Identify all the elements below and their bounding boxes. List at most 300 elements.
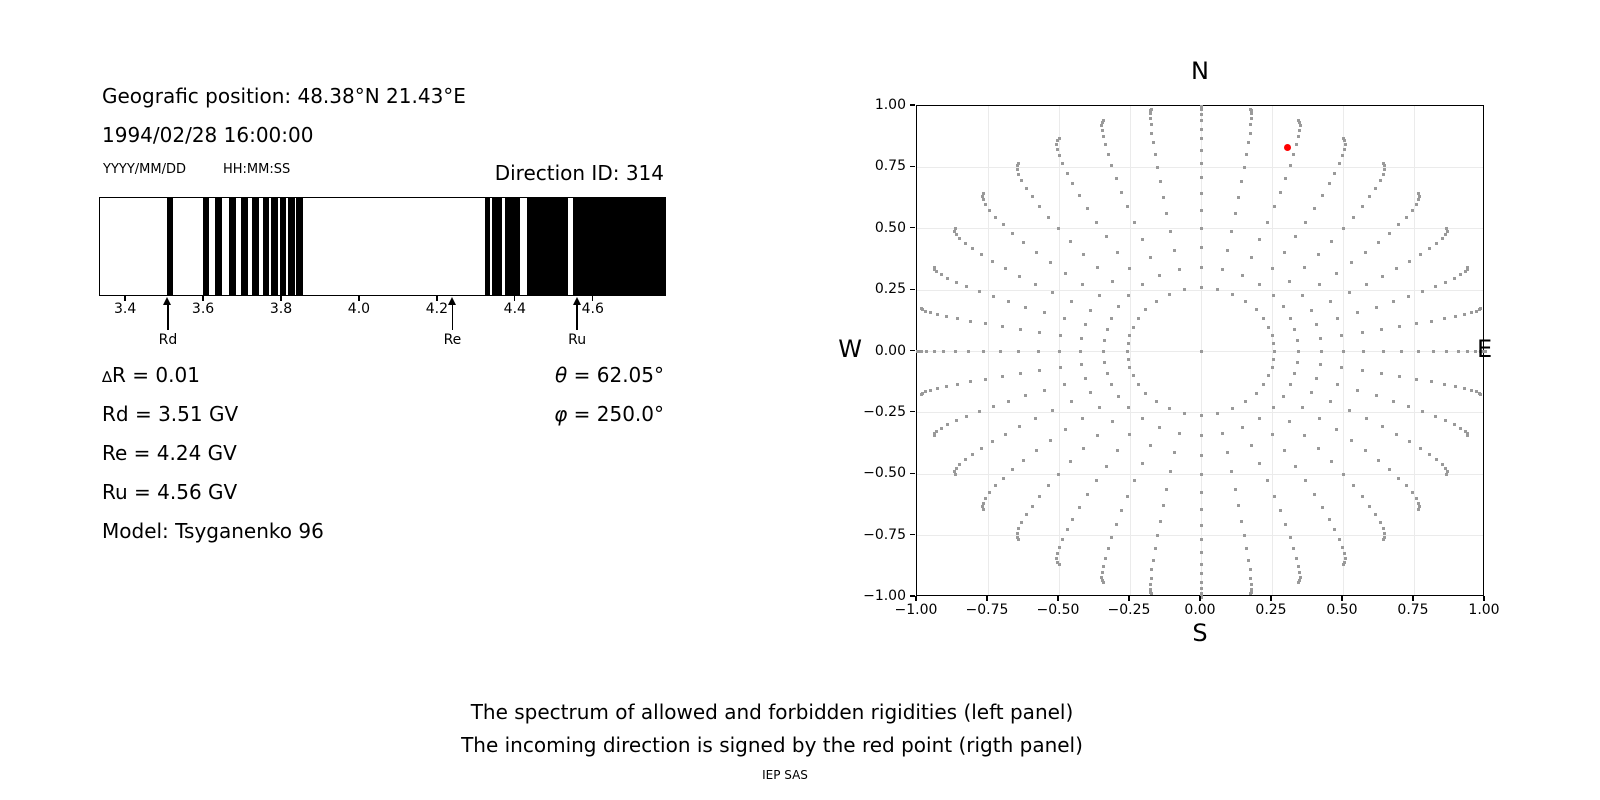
direction-dot — [1047, 216, 1050, 219]
direction-dot — [1247, 141, 1250, 144]
x-tick-mark — [1199, 596, 1200, 601]
direction-dot — [1066, 528, 1069, 531]
direction-dot — [1037, 350, 1040, 353]
direction-dot — [1361, 331, 1364, 334]
direction-dot — [1082, 447, 1085, 450]
spectrum-tick-label: 4.4 — [503, 301, 526, 317]
direction-dot — [1338, 538, 1341, 541]
direction-dot — [1133, 479, 1136, 482]
direction-dot — [1441, 463, 1444, 466]
x-tick-mark — [1483, 596, 1484, 601]
direction-dot — [1297, 565, 1300, 568]
direction-dot — [1395, 433, 1398, 436]
x-tick-mark — [1341, 596, 1342, 601]
direction-dot — [1430, 320, 1433, 323]
direction-dot — [1380, 328, 1383, 331]
direction-dot — [978, 290, 981, 293]
direction-dot — [1379, 179, 1382, 182]
direction-dot — [1035, 251, 1038, 254]
arrow-stem — [167, 304, 169, 330]
x-tick-label: −0.25 — [1107, 602, 1151, 618]
direction-dot — [1200, 113, 1203, 116]
direction-dot — [1271, 267, 1274, 270]
direction-dot — [1304, 479, 1307, 482]
direction-dot — [1086, 493, 1089, 496]
direction-dot — [1283, 449, 1286, 452]
direction-dot — [1055, 143, 1058, 146]
direction-dot — [1365, 417, 1368, 420]
direction-dot — [982, 502, 985, 505]
direction-dot — [1319, 337, 1322, 340]
direction-dot — [1221, 432, 1224, 435]
direction-dot — [1106, 328, 1109, 331]
direction-dot — [1294, 465, 1297, 468]
direction-dot — [1267, 374, 1270, 377]
direction-dot — [1271, 334, 1274, 337]
direction-dot — [1020, 179, 1023, 182]
direction-dot — [1095, 479, 1098, 482]
direction-dot — [1200, 128, 1203, 131]
direction-dot — [1144, 308, 1147, 311]
direction-dot — [1017, 538, 1020, 541]
spectrum-tick-label: 4.0 — [347, 301, 371, 317]
direction-dot — [1154, 153, 1157, 156]
direction-dot — [1407, 295, 1410, 298]
direction-dot — [1417, 350, 1420, 353]
direction-dot — [1421, 290, 1424, 293]
direction-dot — [1299, 124, 1302, 127]
direction-dot — [1297, 581, 1300, 584]
theta-symbol: θ — [555, 363, 568, 387]
direction-dot — [1381, 425, 1384, 428]
x-tick-label: −0.75 — [965, 602, 1009, 618]
direction-dot — [1381, 275, 1384, 278]
direction-dot — [1298, 571, 1301, 574]
model-text: Model: Tsyganenko 96 — [102, 519, 324, 543]
direction-dot — [954, 227, 957, 230]
direction-dot — [1127, 358, 1130, 361]
direction-dot — [1063, 317, 1066, 320]
forbidden-band — [485, 198, 490, 295]
direction-dot — [1126, 205, 1129, 208]
direction-dot — [1237, 196, 1240, 199]
direction-dot — [1066, 172, 1069, 175]
arrow-stem — [576, 304, 578, 330]
direction-dot — [1434, 415, 1437, 418]
direction-dot — [1249, 592, 1252, 595]
direction-dot — [1368, 505, 1371, 508]
direction-dot — [1080, 363, 1083, 366]
direction-dot — [1019, 328, 1022, 331]
direction-dot — [1342, 137, 1345, 140]
direction-dot — [1321, 194, 1324, 197]
spectrum-tick-label: 4.2 — [425, 301, 448, 317]
x-tick-label: 0.75 — [1397, 602, 1429, 618]
direction-dot — [1294, 235, 1297, 238]
spectrum-tick-label: 4.6 — [581, 301, 604, 317]
direction-dot — [980, 253, 983, 256]
direction-dot — [1221, 268, 1224, 271]
direction-dot — [1128, 366, 1131, 369]
forbidden-band — [527, 198, 567, 295]
direction-dot — [1038, 205, 1041, 208]
direction-dot — [1395, 267, 1398, 270]
direction-dot — [1104, 557, 1107, 560]
direction-map-panel — [916, 105, 1484, 596]
direction-dot — [1141, 283, 1144, 286]
direction-dot — [1144, 392, 1147, 395]
direction-dot — [1058, 563, 1061, 566]
direction-dot — [1200, 149, 1203, 152]
direction-dot — [1466, 434, 1469, 437]
direction-dot — [1216, 412, 1219, 415]
geographic-position-text: Geografic position: 48.38°N 21.43°E — [102, 84, 466, 108]
direction-dot — [933, 434, 936, 437]
marker-label-re: Re — [443, 332, 462, 348]
direction-dot — [1445, 350, 1448, 353]
direction-dot — [1319, 363, 1322, 366]
direction-dot — [1101, 571, 1104, 574]
direction-dot — [1310, 391, 1313, 394]
forbidden-band — [203, 198, 209, 295]
direction-dot — [1057, 227, 1060, 230]
direction-dot — [1178, 432, 1181, 435]
forbidden-band — [505, 198, 520, 295]
direction-dot — [1200, 119, 1203, 122]
direction-dot — [982, 350, 985, 353]
direction-dot — [1342, 227, 1345, 230]
direction-dot — [1096, 266, 1099, 269]
y-tick-mark — [910, 227, 915, 228]
direction-dot — [1200, 105, 1203, 108]
direction-dot — [1081, 283, 1084, 286]
direction-dot — [1428, 453, 1431, 456]
direction-dot — [1106, 372, 1109, 375]
gridline-horizontal — [917, 535, 1483, 536]
direction-dot — [1375, 394, 1378, 397]
direction-dot — [1342, 350, 1345, 353]
direction-dot — [1266, 479, 1269, 482]
datetime-text: 1994/02/28 16:00:00 — [102, 123, 314, 147]
x-tick-mark — [1057, 596, 1058, 601]
direction-dot — [1200, 108, 1203, 111]
direction-dot — [1479, 393, 1482, 396]
direction-dot — [1200, 266, 1203, 269]
direction-dot — [1417, 198, 1420, 201]
direction-dot — [1200, 286, 1203, 289]
direction-dot — [1162, 196, 1165, 199]
direction-dot — [1117, 305, 1120, 308]
direction-dot — [1321, 506, 1324, 509]
y-tick-mark — [910, 289, 915, 290]
re-value-text: Re = 4.24 GV — [102, 441, 237, 465]
direction-dot — [1330, 240, 1333, 243]
direction-dot — [991, 260, 994, 263]
direction-dot — [1158, 274, 1161, 277]
marker-label-rd: Rd — [158, 332, 178, 348]
direction-dot — [1398, 375, 1401, 378]
direction-dot — [982, 192, 985, 195]
direction-dot — [1038, 495, 1041, 498]
direction-dot — [1279, 509, 1282, 512]
theta-value: = 62.05° — [567, 363, 664, 387]
direction-dot — [1159, 520, 1162, 523]
direction-dot — [1411, 209, 1414, 212]
direction-dot — [1400, 350, 1403, 353]
phi-symbol: φ — [554, 402, 568, 426]
direction-dot — [929, 389, 932, 392]
direction-dot — [1444, 233, 1447, 236]
direction-dot — [1430, 380, 1433, 383]
direction-dot — [971, 453, 974, 456]
direction-dot — [1200, 209, 1203, 212]
direction-dot — [1102, 119, 1105, 122]
direction-dot — [1255, 308, 1258, 311]
direction-dot — [1061, 162, 1064, 165]
direction-dot — [1313, 207, 1316, 210]
direction-dot — [1343, 552, 1346, 555]
direction-dot — [1025, 187, 1028, 190]
direction-dot — [1289, 164, 1292, 167]
direction-dot — [1350, 439, 1353, 442]
direction-dot — [1289, 383, 1292, 386]
direction-dot — [1038, 331, 1041, 334]
direction-dot — [1405, 484, 1408, 487]
direction-dot — [1200, 572, 1203, 575]
direction-dot — [1058, 137, 1061, 140]
direction-dot — [1283, 251, 1286, 254]
direction-dot — [1103, 339, 1106, 342]
y-tick-label: −1.00 — [863, 588, 906, 604]
direction-dot — [971, 247, 974, 250]
y-tick-mark — [910, 411, 915, 412]
direction-dot — [1200, 350, 1203, 353]
direction-dot — [1388, 232, 1391, 235]
direction-dot — [1056, 552, 1059, 555]
direction-dot — [1016, 168, 1019, 171]
direction-dot — [1034, 283, 1037, 286]
y-tick-label: 0.50 — [874, 219, 906, 236]
y-tick-label: −0.50 — [863, 465, 906, 482]
direction-dot — [1318, 417, 1321, 420]
direction-dot — [1250, 583, 1253, 586]
direction-dot — [1330, 460, 1333, 463]
direction-dot — [936, 387, 939, 390]
forbidden-band — [280, 198, 286, 295]
direction-dot — [1419, 253, 1422, 256]
direction-dot — [1318, 283, 1321, 286]
direction-dot — [1141, 238, 1144, 241]
direction-dot — [1250, 117, 1253, 120]
direction-dot — [1200, 563, 1203, 566]
direction-dot — [1069, 240, 1072, 243]
direction-dot — [1096, 434, 1099, 437]
direction-dot — [1152, 559, 1155, 562]
direction-dot — [1382, 350, 1385, 353]
forbidden-band — [241, 198, 248, 295]
direction-dot — [1342, 473, 1345, 476]
forbidden-band — [167, 198, 173, 295]
direction-dot — [1296, 361, 1299, 364]
direction-dot — [1379, 521, 1382, 524]
direction-dot — [1374, 513, 1377, 516]
direction-dot — [945, 385, 948, 388]
direction-dot — [1064, 428, 1067, 431]
direction-dot — [1031, 505, 1034, 508]
direction-dot — [1226, 451, 1229, 454]
direction-dot — [1417, 508, 1420, 511]
direction-dot — [1273, 350, 1276, 353]
ru-value-text: Ru = 4.56 GV — [102, 480, 238, 504]
direction-dot — [1249, 132, 1252, 135]
y-tick-mark — [910, 104, 915, 105]
direction-dot — [1070, 400, 1073, 403]
direction-dot — [1249, 577, 1252, 580]
direction-dot — [1086, 207, 1089, 210]
direction-dot — [956, 317, 959, 320]
direction-dot — [1089, 309, 1092, 312]
direction-dot — [1428, 247, 1431, 250]
direction-dot — [1200, 137, 1203, 140]
delta-r-value: R = 0.01 — [112, 363, 200, 387]
direction-dot — [1102, 565, 1105, 568]
direction-dot — [1408, 440, 1411, 443]
direction-dot — [954, 350, 957, 353]
direction-dot — [980, 447, 983, 450]
direction-dot — [1150, 108, 1153, 111]
direction-dot — [1063, 383, 1066, 386]
direction-dot — [1098, 294, 1101, 297]
y-tick-label: 0.00 — [874, 342, 906, 359]
direction-dot — [1361, 495, 1364, 498]
direction-dot — [1084, 323, 1087, 326]
direction-dot — [925, 350, 928, 353]
direction-dot — [1017, 527, 1020, 530]
direction-dot — [1103, 361, 1106, 364]
direction-dot — [1110, 536, 1113, 539]
direction-dot — [1368, 195, 1371, 198]
direction-dot — [1168, 407, 1171, 410]
direction-dot — [984, 203, 987, 206]
direction-dot — [1111, 280, 1114, 283]
direction-dot — [1421, 410, 1424, 413]
direction-dot — [1137, 383, 1140, 386]
direction-dot — [1141, 417, 1144, 420]
direction-dot — [1240, 180, 1243, 183]
direction-dot — [1365, 283, 1368, 286]
direction-dot — [1445, 473, 1448, 476]
direction-dot — [1056, 148, 1059, 151]
direction-dot — [1079, 350, 1082, 353]
direction-dot — [1434, 285, 1437, 288]
direction-dot — [965, 415, 968, 418]
direction-dot — [1051, 291, 1054, 294]
x-tick-mark — [1128, 596, 1129, 601]
direction-dot — [1173, 451, 1176, 454]
y-tick-label: 1.00 — [874, 97, 906, 113]
direction-dot — [1173, 249, 1176, 252]
direction-dot — [1150, 577, 1153, 580]
direction-dot — [994, 216, 997, 219]
direction-dot — [1271, 366, 1274, 369]
x-tick-label: 1.00 — [1468, 602, 1500, 618]
rigidity-spectrum-panel — [99, 197, 666, 296]
direction-dot — [1095, 221, 1098, 224]
direction-dot — [1304, 221, 1307, 224]
direction-dot — [1250, 256, 1253, 259]
direction-dot — [1417, 192, 1420, 195]
direction-dot — [992, 295, 995, 298]
direction-dot — [1313, 493, 1316, 496]
direction-dot — [1230, 470, 1233, 473]
direction-dot — [1226, 249, 1229, 252]
direction-dot — [1297, 350, 1300, 353]
direction-dot — [1267, 326, 1270, 329]
direction-dot — [933, 266, 936, 269]
direction-dot — [1120, 509, 1123, 512]
direction-dot — [1004, 433, 1007, 436]
direction-dot — [955, 419, 958, 422]
direction-dot — [1200, 227, 1203, 230]
direction-dot — [1288, 420, 1291, 423]
direction-dot — [1407, 405, 1410, 408]
direction-dot — [1362, 350, 1365, 353]
direction-dot — [1262, 383, 1265, 386]
direction-dot — [940, 427, 943, 430]
direction-dot — [942, 350, 945, 353]
direction-dot — [1200, 414, 1203, 417]
direction-dot — [1071, 518, 1074, 521]
direction-dot — [1411, 491, 1414, 494]
x-tick-label: 0.25 — [1255, 602, 1287, 618]
direction-dot — [936, 313, 939, 316]
direction-dot — [1019, 372, 1022, 375]
direction-dot — [1328, 182, 1331, 185]
direction-dot — [1240, 520, 1243, 523]
direction-dot — [1255, 392, 1258, 395]
direction-dot — [1459, 427, 1462, 430]
direction-dot — [1128, 433, 1131, 436]
forbidden-band — [271, 198, 278, 295]
direction-dot — [1162, 504, 1165, 507]
direction-dot — [1336, 317, 1339, 320]
direction-dot — [1231, 407, 1234, 410]
direction-dot — [1116, 251, 1119, 254]
direction-dot — [969, 320, 972, 323]
direction-dot — [1183, 412, 1186, 415]
direction-dot — [1335, 428, 1338, 431]
direction-dot — [1415, 203, 1418, 206]
direction-dot — [1133, 221, 1136, 224]
delta-r-text — [102, 363, 200, 387]
y-tick-mark — [910, 350, 915, 351]
direction-dot — [1258, 417, 1261, 420]
direction-dot — [1043, 389, 1046, 392]
forbidden-band — [573, 198, 665, 295]
direction-dot — [1382, 527, 1385, 530]
y-tick-label: −0.25 — [863, 403, 906, 420]
direction-dot — [1463, 387, 1466, 390]
direction-dot — [1296, 339, 1299, 342]
direction-dot — [1200, 192, 1203, 195]
direction-dot — [1127, 294, 1130, 297]
direction-dot — [1098, 406, 1101, 409]
direction-dot — [1284, 177, 1287, 180]
direction-dot — [1374, 187, 1377, 190]
x-tick-mark — [1270, 596, 1271, 601]
direction-dot — [1245, 153, 1248, 156]
direction-id-text: Direction ID: 314 — [494, 161, 664, 185]
